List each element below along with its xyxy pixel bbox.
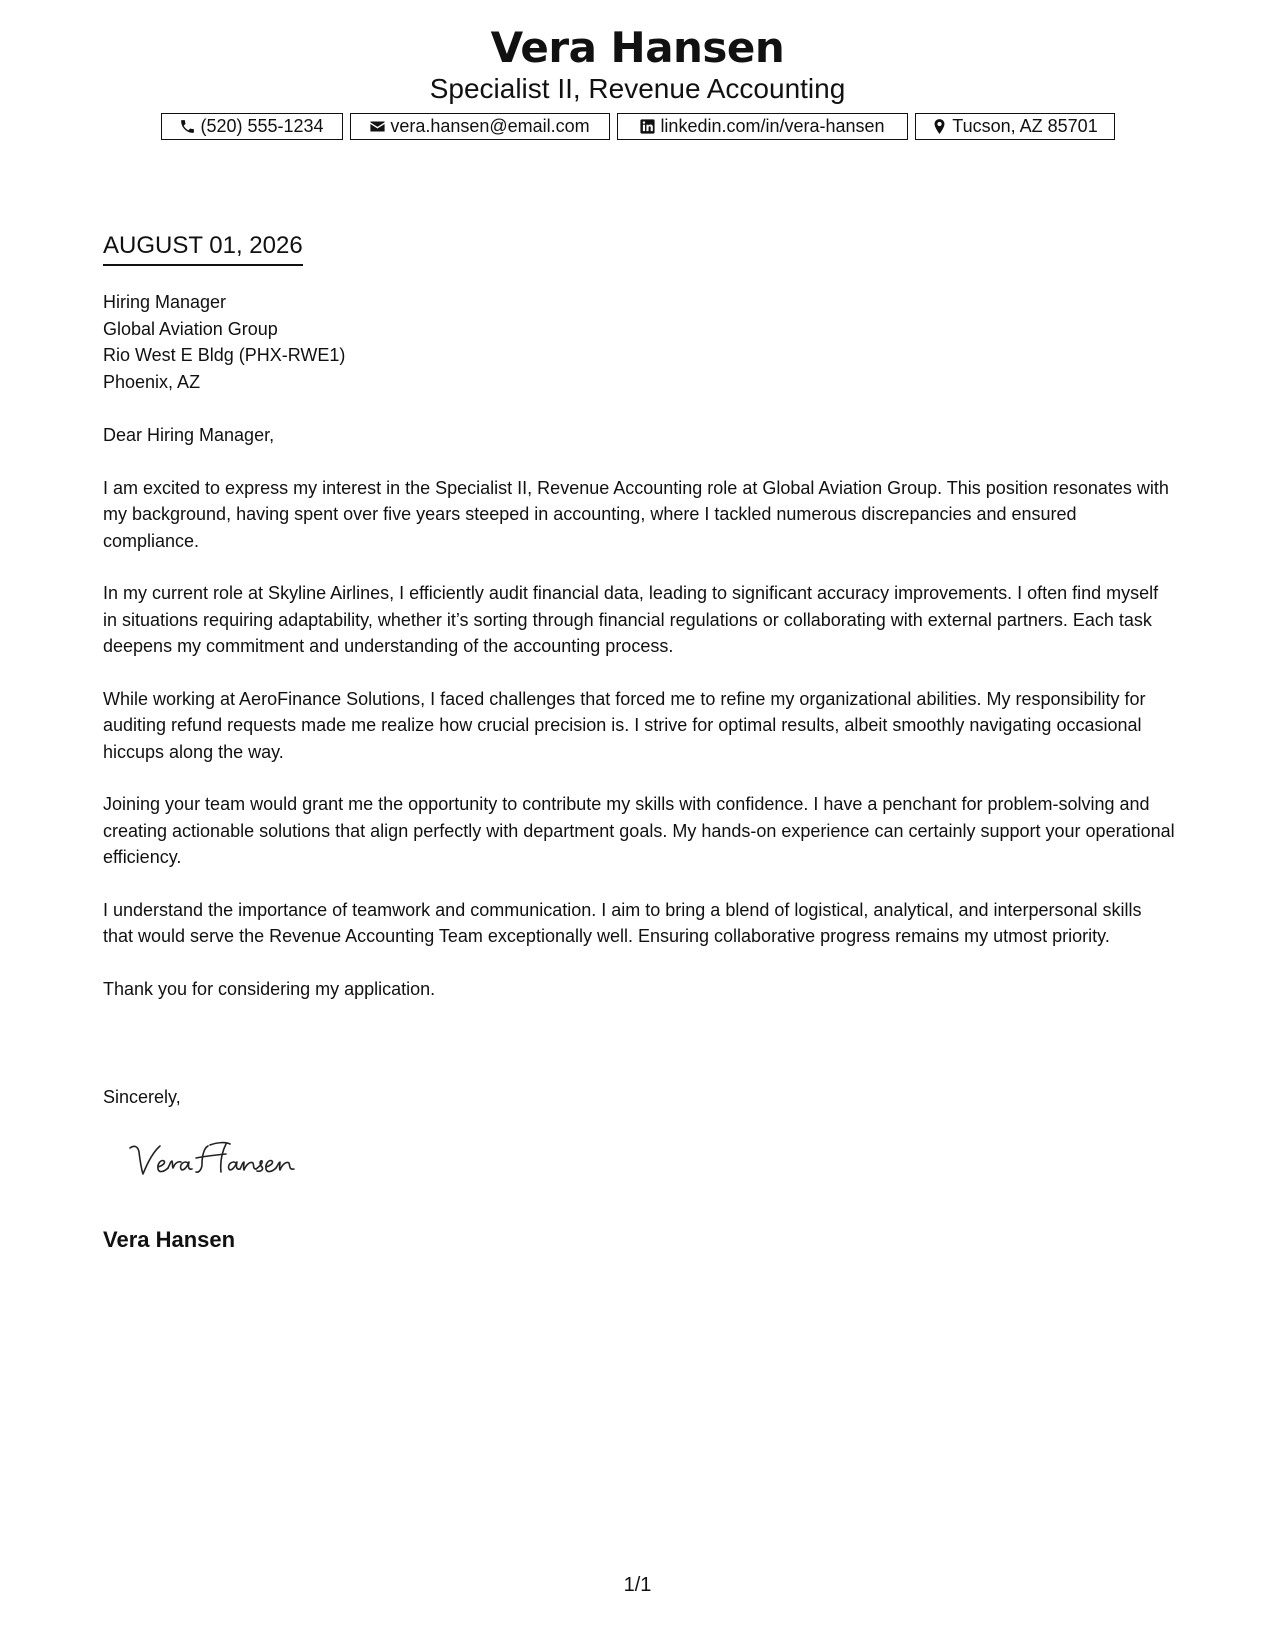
signature-graphic	[126, 1136, 326, 1186]
recipient-line: Hiring Manager	[103, 292, 227, 312]
signer-name: Vera Hansen	[103, 1227, 236, 1252]
body-paragraph: I understand the importance of teamwork and communication. I aim to bring a blend of logistical, analytical, and interpersonal skills that would serve the Revenue Accounting Team exceptionally well. Ensuring collaborative progress remains my utmost priority.	[103, 899, 1142, 946]
salutation: Dear Hiring Manager,	[103, 425, 275, 445]
body-paragraph: In my current role at Skyline Airlines, I efficiently audit financial data, leading to significant accuracy improvements. I often find myself in situations requiring adaptability, whether it’s sorting through financial regulations or collaborating with external partners. Each task deepens my commitment and understanding of the accounting process.	[103, 583, 1159, 656]
body-paragraph: I am excited to express my interest in the Specialist II, Revenue Accounting role at Global Aviation Group. This position resonates with my background, having spent over five years steeped in accounting, where I tackled numerous discrepancies and ensured compliance.	[103, 477, 1169, 551]
page-number: 1/1	[623, 1574, 652, 1596]
recipient-line: Rio West E Bldg (PHX-RWE1)	[103, 345, 346, 365]
letter-body	[103, 422, 1175, 1028]
envelope-icon	[369, 118, 386, 135]
body-paragraph: Thank you for considering my application.	[103, 978, 436, 999]
phone-icon	[179, 118, 196, 135]
body-paragraph: While working at AeroFinance Solutions, I faced challenges that forced me to refine my organizational abilities. My responsibility for auditing refund requests made me realize how crucial precision is. I strive for optimal results, albeit smoothly navigating occasional hiccups along the way.	[103, 688, 1146, 762]
applicant-name: Vera Hansen	[490, 23, 785, 72]
contact-phone	[161, 113, 343, 140]
letter-header	[0, 22, 1275, 106]
body-paragraph: Joining your team would grant me the opportunity to contribute my skills with confidence. I have a penchant for problem-solving and creating actionable solutions that align perfectly with department goals. My hands-on experience can certainly support your operational efficiency.	[103, 794, 1175, 867]
linkedin-icon	[639, 118, 656, 135]
closing: Sincerely,	[103, 1087, 181, 1107]
recipient-block	[103, 289, 345, 395]
applicant-title: Specialist II, Revenue Accounting	[429, 73, 846, 104]
handwritten-signature	[126, 1136, 326, 1191]
location-text: Tucson, AZ 85701	[952, 116, 1098, 136]
contact-location	[915, 113, 1115, 140]
contact-bar	[0, 113, 1275, 140]
map-marker-icon	[931, 118, 948, 135]
email-text: vera.hansen@email.com	[390, 116, 590, 136]
recipient-line: Phoenix, AZ	[103, 371, 201, 392]
letter-date: AUGUST 01, 2026	[103, 231, 303, 266]
contact-linkedin	[617, 113, 908, 140]
contact-email	[350, 113, 610, 140]
linkedin-text: linkedin.com/in/vera-hansen	[660, 116, 885, 136]
phone-text: (520) 555-1234	[200, 116, 324, 136]
recipient-line: Global Aviation Group	[103, 318, 278, 339]
